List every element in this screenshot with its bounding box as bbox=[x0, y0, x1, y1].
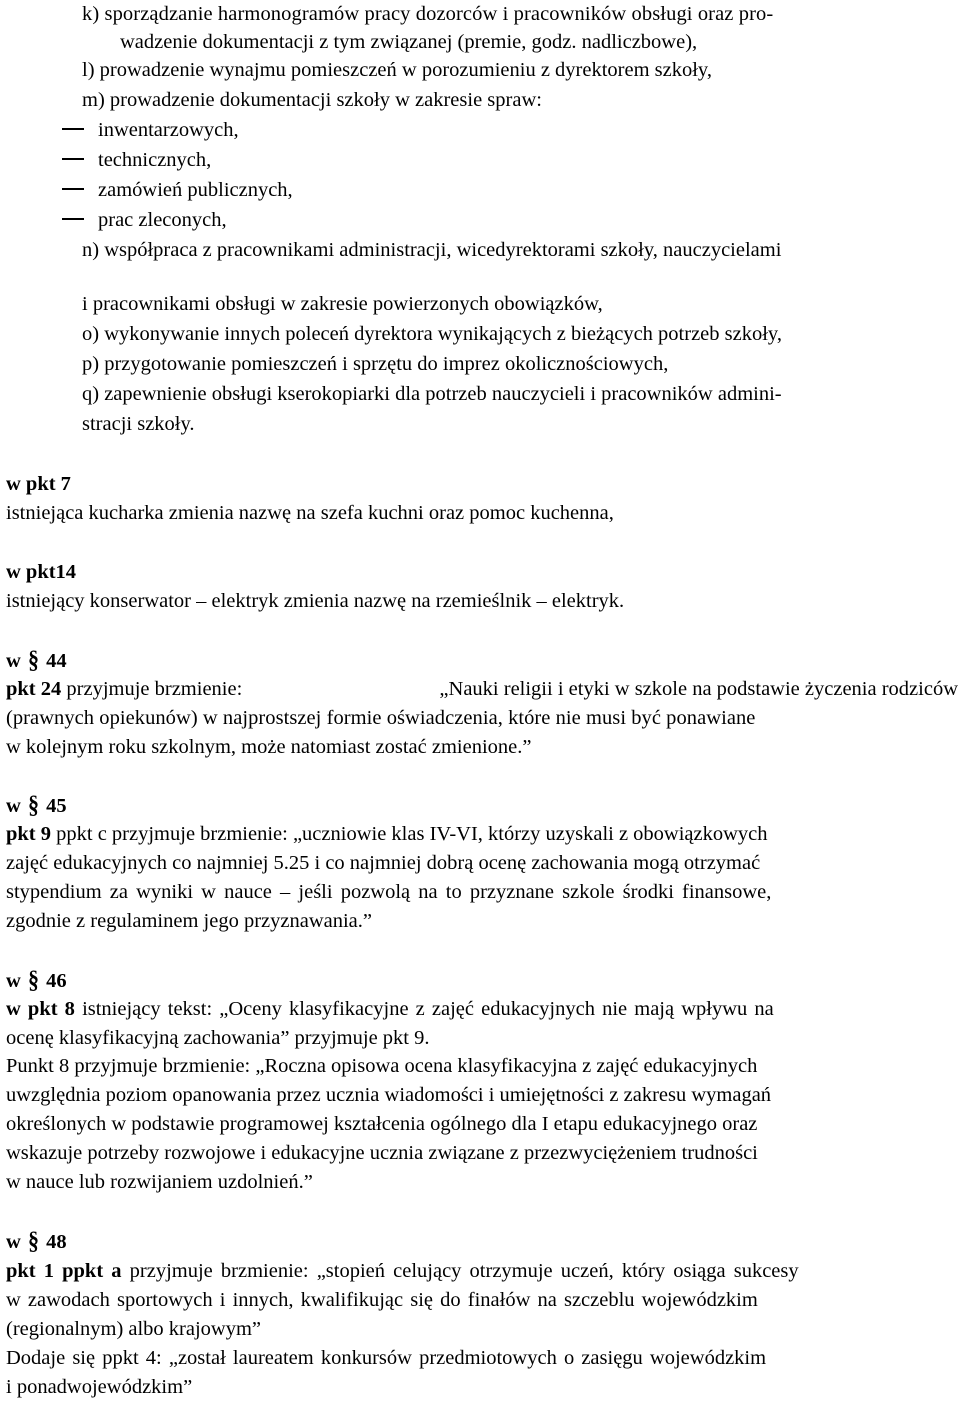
list-item-k: k) sporządzanie harmonogramów pracy dozorców i pracowników obsługi oraz pro- bbox=[82, 3, 774, 25]
section-w: w bbox=[6, 970, 21, 992]
line-text: przyjmuje brzmienie: bbox=[66, 678, 243, 700]
pkt14-heading bbox=[6, 560, 76, 584]
line-text: ppkt c przyjmuje brzmienie: „uczniowie klas IV-VI, którzy uzyskali z obowiązkowych bbox=[56, 823, 768, 845]
section-48-line-2: w zawodach sportowych i innych, kwalifikując się do finałów na szczeblu wojewódzkim bbox=[6, 1289, 758, 1311]
section-46-line-6: wskazuje potrzeby rozwojowe i edukacyjne ucznia związane z przezwyciężeniem trudności bbox=[6, 1142, 758, 1164]
section-45-line-3: stypendium za wyniki w nauce – jeśli pozwolą na to przyznane szkole środki finansowe, bbox=[6, 881, 772, 903]
dash-item-text: inwentarzowych, bbox=[98, 119, 239, 141]
section-48-line-5: i ponadwojewódzkim” bbox=[6, 1376, 193, 1398]
pkt14-text: istniejący konserwator – elektryk zmienia nazwę na rzemieślnik – elektryk. bbox=[6, 590, 625, 612]
section-number: 44 bbox=[46, 650, 67, 672]
dash-item-text: prac zleconych, bbox=[98, 209, 227, 231]
dash-bullet-icon bbox=[62, 218, 84, 220]
dash-item-3 bbox=[62, 178, 293, 202]
section-46-line-7: w nauce lub rozwijaniem uzdolnień.” bbox=[6, 1171, 313, 1193]
list-item-m: m) prowadzenie dokumentacji szkoły w zakresie spraw: bbox=[82, 89, 542, 111]
list-item-k-cont: wadzenie dokumentacji z tym związanej (premie, godz. nadliczbowe), bbox=[120, 31, 698, 53]
section-45-line-4: zgodnie z regulaminem jego przyznawania.” bbox=[6, 910, 372, 932]
dash-bullet-icon bbox=[62, 188, 84, 190]
list-item-p: p) przygotowanie pomieszczeń i sprzętu do imprez okolicznościowych, bbox=[82, 353, 669, 375]
pkt14-heading-text: w pkt14 bbox=[6, 561, 77, 583]
section-sign: § bbox=[27, 965, 39, 994]
pkt-label: pkt 9 bbox=[6, 823, 52, 845]
section-46-line-5: określonych w podstawie programowej kształcenia ogólnego dla I etapu edukacyjnego oraz bbox=[6, 1113, 758, 1135]
section-sign: § bbox=[27, 1226, 39, 1255]
pkt-label: pkt 24 bbox=[6, 678, 62, 700]
dash-item-text: technicznych, bbox=[98, 149, 212, 171]
line-text: „Nauki religii i etyki w szkole na podstawie życzenia rodziców bbox=[439, 678, 958, 700]
section-45-line-2: zajęć edukacyjnych co najmniej 5.25 i co najmniej dobrą ocenę zachowania mogą otrzymać bbox=[6, 852, 761, 874]
section-45-heading bbox=[6, 790, 67, 819]
dash-item-text: zamówień publicznych, bbox=[98, 179, 293, 201]
pkt7-heading-text: w pkt 7 bbox=[6, 473, 71, 495]
section-w: w bbox=[6, 650, 21, 672]
list-item-n-cont: i pracownikami obsługi w zakresie powierzonych obowiązków, bbox=[82, 293, 603, 315]
dash-item-2 bbox=[62, 148, 211, 172]
pkt-label: w pkt 8 bbox=[6, 998, 75, 1020]
section-48-line-1 bbox=[6, 1259, 799, 1283]
list-item-q-cont: stracji szkoły. bbox=[82, 413, 195, 435]
pkt7-text: istniejąca kucharka zmienia nazwę na szefa kuchni oraz pomoc kuchenna, bbox=[6, 502, 614, 524]
dash-item-4 bbox=[62, 208, 227, 232]
pkt7-heading bbox=[6, 472, 71, 496]
list-item-o: o) wykonywanie innych poleceń dyrektora wynikających z bieżących potrzeb szkoły, bbox=[82, 323, 782, 345]
section-44-heading bbox=[6, 645, 67, 674]
line-text: istniejący tekst: „Oceny klasyfikacyjne z zajęć edukacyjnych nie mają wpływu na bbox=[82, 998, 774, 1020]
list-item-l: l) prowadzenie wynajmu pomieszczeń w porozumieniu z dyrektorem szkoły, bbox=[82, 59, 712, 81]
list-item-n: n) współpraca z pracownikami administracji, wicedyrektorami szkoły, nauczycielami bbox=[82, 239, 782, 261]
section-44-line-2: (prawnych opiekunów) w najprostszej formie oświadczenia, które nie musi być ponawiane bbox=[6, 707, 756, 729]
section-48-line-4: Dodaje się ppkt 4: „został laureatem konkursów przedmiotowych o zasięgu wojewódzkim bbox=[6, 1347, 767, 1369]
dash-item-1 bbox=[62, 118, 239, 142]
section-46-line-1 bbox=[6, 997, 774, 1021]
section-46-heading bbox=[6, 965, 67, 994]
section-46-line-3: Punkt 8 przyjmuje brzmienie: „Roczna opisowa ocena klasyfikacyjna z zajęć edukacyjnych bbox=[6, 1055, 758, 1077]
section-45-line-1 bbox=[6, 822, 768, 846]
section-sign: § bbox=[27, 790, 39, 819]
section-number: 46 bbox=[46, 970, 67, 992]
section-48-heading bbox=[6, 1226, 67, 1255]
section-number: 45 bbox=[46, 795, 67, 817]
section-44-line-3: w kolejnym roku szkolnym, może natomiast zostać zmienione.” bbox=[6, 736, 532, 758]
section-sign: § bbox=[27, 645, 39, 674]
section-48-line-3: (regionalnym) albo krajowym” bbox=[6, 1318, 262, 1340]
section-46-line-2: ocenę klasyfikacyjną zachowania” przyjmuje pkt 9. bbox=[6, 1027, 430, 1049]
list-item-q: q) zapewnienie obsługi kserokopiarki dla potrzeb nauczycieli i pracowników admini- bbox=[82, 383, 782, 405]
section-w: w bbox=[6, 795, 21, 817]
dash-bullet-icon bbox=[62, 158, 84, 160]
line-text: przyjmuje brzmienie: „stopień celujący otrzymuje uczeń, który osiąga sukcesy bbox=[129, 1260, 799, 1282]
section-w: w bbox=[6, 1231, 21, 1253]
section-number: 48 bbox=[46, 1231, 67, 1253]
section-46-line-4: uwzględnia poziom opanowania przez ucznia wiadomości i umiejętności z zakresu wymagań bbox=[6, 1084, 772, 1106]
pkt-label: pkt 1 ppkt a bbox=[6, 1260, 122, 1282]
dash-bullet-icon bbox=[62, 128, 84, 130]
section-44-line-1 bbox=[6, 677, 958, 701]
